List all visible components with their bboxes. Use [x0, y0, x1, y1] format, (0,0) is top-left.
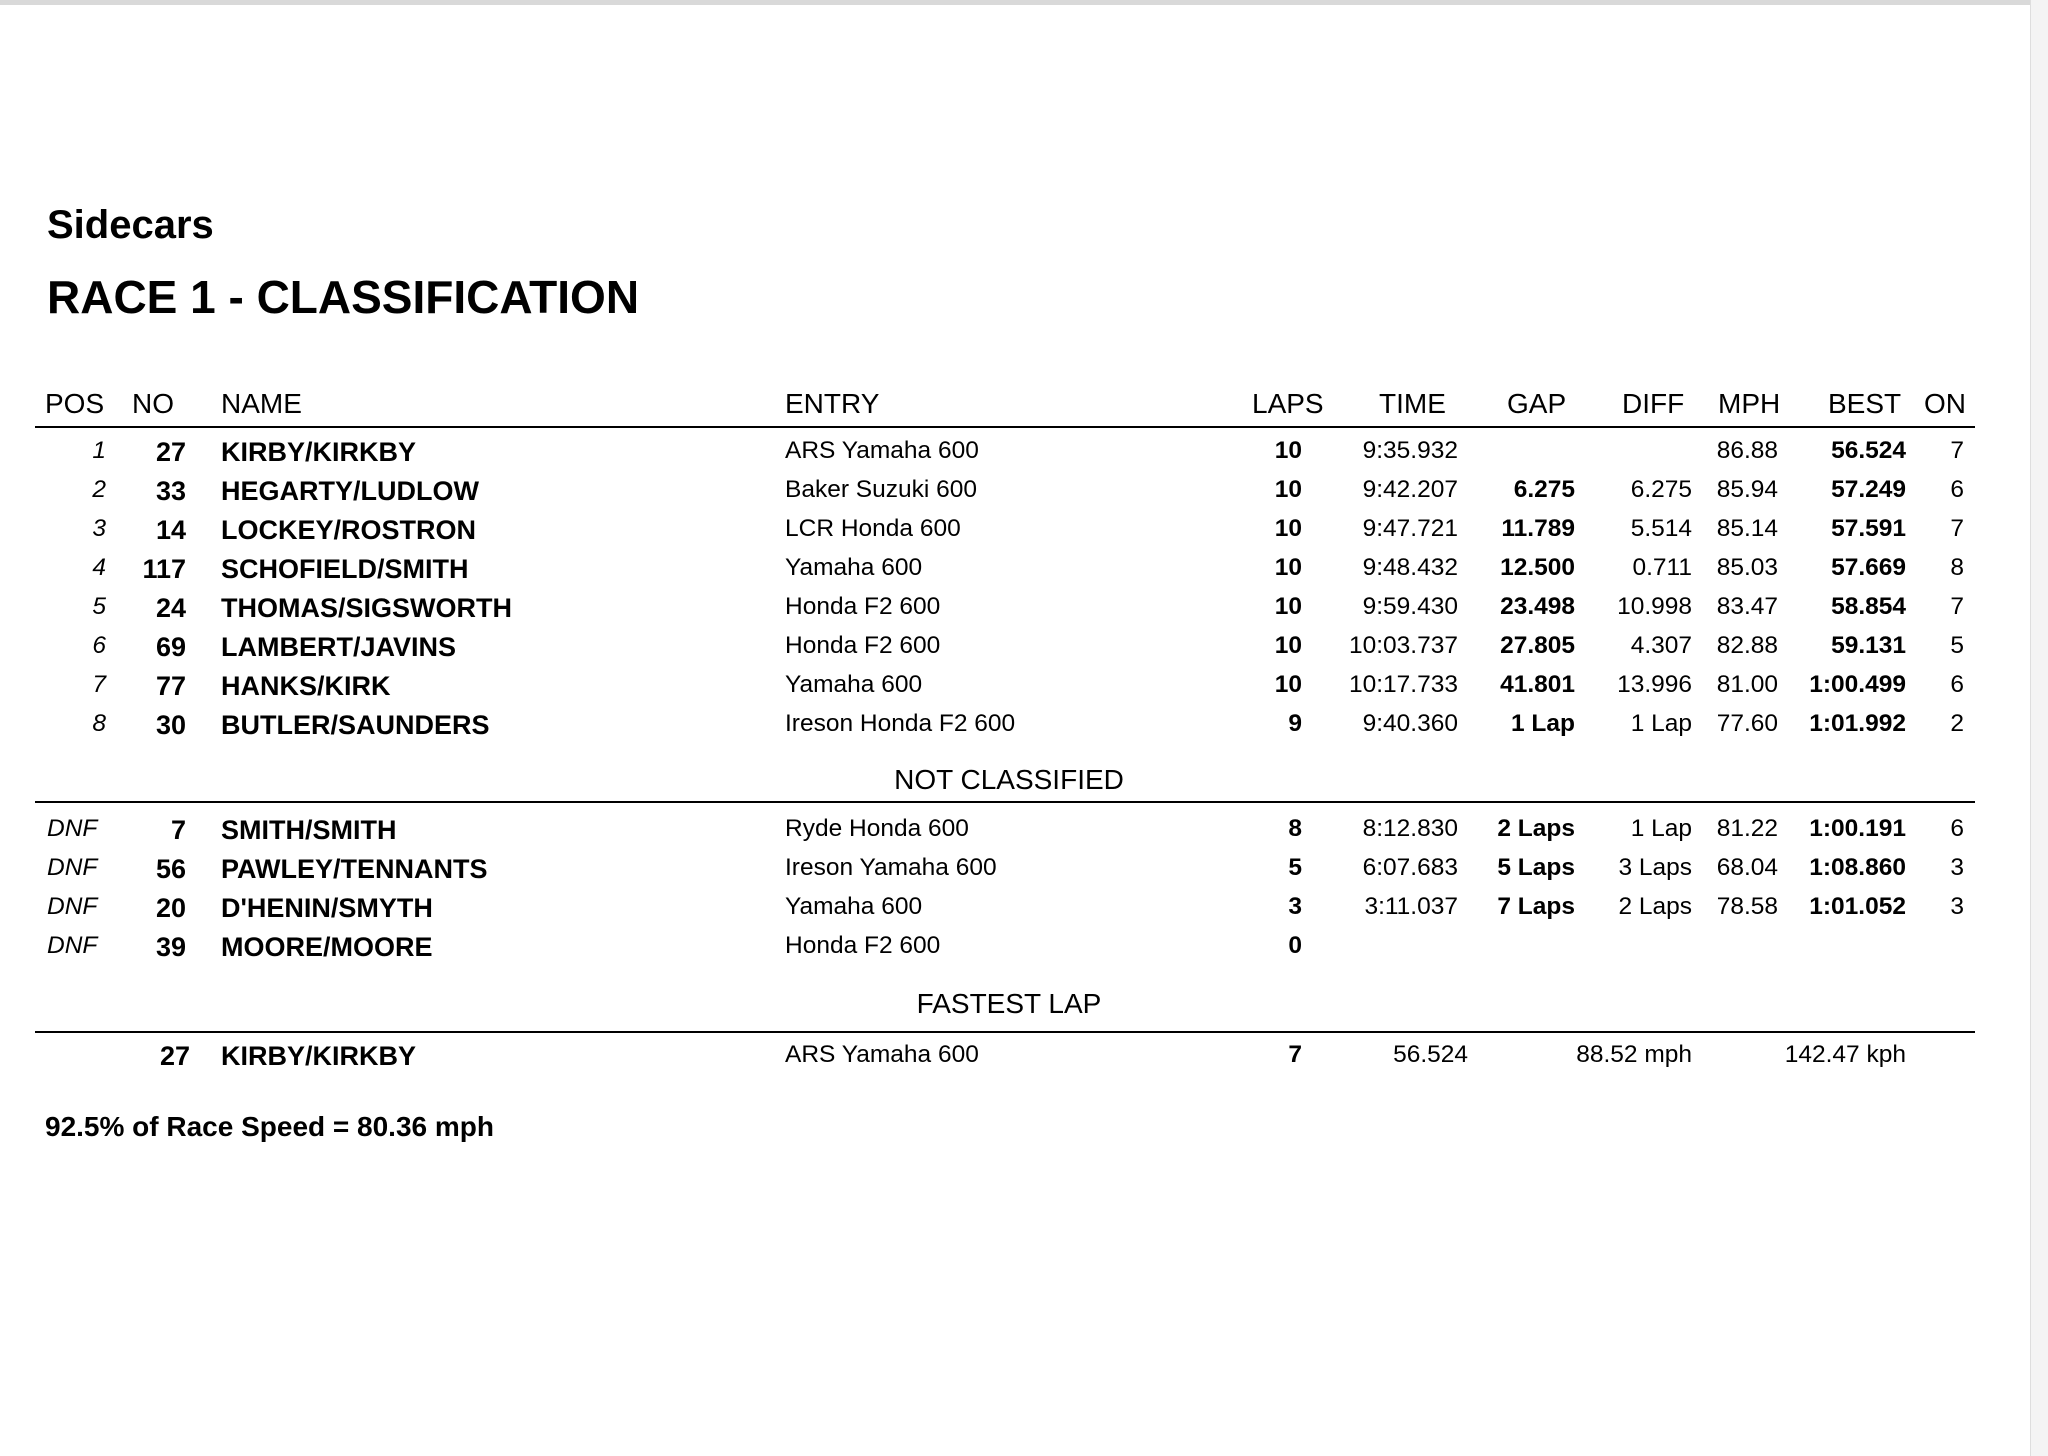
cell-entry: Yamaha 600 [785, 554, 923, 581]
cell-name: KIRBY/KIRKBY [221, 437, 417, 467]
cell-laps: 5 [1288, 854, 1302, 881]
cell-laps: 3 [1288, 893, 1302, 920]
cell-time: 9:42.207 [1362, 476, 1458, 503]
cell-on: 6 [1950, 815, 1964, 842]
cell-best: 1:00.191 [1809, 815, 1906, 842]
cell-no: 7 [170, 815, 186, 845]
cell-gap: 1 Lap [1511, 710, 1575, 737]
cell-entry: Ryde Honda 600 [785, 815, 969, 842]
not-classified-rule [35, 801, 1975, 803]
not-classified-heading: NOT CLASSIFIED [894, 764, 1124, 795]
col-header-name: NAME [221, 388, 302, 419]
cell-on: 7 [1950, 515, 1964, 542]
cell-time: 9:59.430 [1362, 593, 1458, 620]
cell-pos: 3 [92, 515, 106, 542]
cell-no: 27 [155, 437, 186, 467]
cell-mph: 83.47 [1716, 593, 1778, 620]
fastest-lap-heading: FASTEST LAP [916, 988, 1102, 1019]
col-header-diff: DIFF [1622, 388, 1685, 419]
race-speed-footnote: 92.5% of Race Speed = 80.36 mph [45, 1111, 494, 1142]
col-header-mph: MPH [1718, 388, 1781, 419]
cell-entry: Yamaha 600 [785, 671, 923, 698]
cell-laps: 10 [1274, 671, 1302, 698]
cell-entry: Ireson Honda F2 600 [785, 710, 1016, 737]
fastest-lap-lap: 7 [1288, 1041, 1302, 1068]
cell-diff: 13.996 [1617, 671, 1692, 698]
cell-pos: 2 [92, 476, 106, 503]
cell-mph: 78.58 [1716, 893, 1778, 920]
cell-on: 7 [1950, 437, 1964, 464]
cell-gap: 7 Laps [1497, 893, 1575, 920]
cell-gap: 23.498 [1500, 593, 1575, 620]
cell-diff: 10.998 [1617, 593, 1692, 620]
cell-mph: 85.14 [1716, 515, 1778, 542]
cell-name: BUTLER/SAUNDERS [221, 710, 490, 740]
col-header-best: BEST [1828, 388, 1902, 419]
cell-diff: 0.711 [1632, 554, 1692, 581]
cell-entry: Honda F2 600 [785, 632, 941, 659]
cell-laps: 10 [1274, 632, 1302, 659]
fastest-lap-time: 56.524 [1393, 1041, 1468, 1068]
cell-time: 9:48.432 [1362, 554, 1458, 581]
cell-on: 6 [1950, 476, 1964, 503]
cell-time: 10:03.737 [1349, 632, 1458, 659]
col-header-no: NO [132, 388, 174, 419]
cell-best: 57.669 [1831, 554, 1906, 581]
cell-entry: Ireson Yamaha 600 [785, 854, 997, 881]
cell-laps: 8 [1288, 815, 1302, 842]
fastest-lap-kph: 142.47 kph [1784, 1041, 1906, 1068]
cell-on: 3 [1950, 854, 1964, 881]
cell-best: 56.524 [1831, 437, 1906, 464]
cell-time: 8:12.830 [1362, 815, 1458, 842]
cell-no: 77 [155, 671, 186, 701]
cell-best: 57.249 [1831, 476, 1906, 503]
col-header-entry: ENTRY [785, 388, 880, 419]
cell-gap: 5 Laps [1497, 854, 1575, 881]
cell-entry: Honda F2 600 [785, 932, 941, 959]
cell-gap: 27.805 [1500, 632, 1575, 659]
col-header-pos: POS [45, 388, 105, 419]
cell-pos: 4 [92, 554, 106, 581]
cell-entry: Honda F2 600 [785, 593, 941, 620]
cell-diff: 4.307 [1630, 632, 1692, 659]
cell-name: D'HENIN/SMYTH [221, 893, 433, 923]
cell-entry: LCR Honda 600 [785, 515, 961, 542]
cell-diff: 6.275 [1630, 476, 1692, 503]
fastest-lap-rule [35, 1031, 1975, 1033]
cell-gap: 2 Laps [1497, 815, 1575, 842]
cell-diff: 1 Lap [1630, 815, 1692, 842]
cell-best: 1:01.992 [1809, 710, 1906, 737]
cell-on: 7 [1950, 593, 1964, 620]
cell-no: 14 [155, 515, 186, 545]
col-header-time: TIME [1379, 388, 1446, 419]
page-right-edge [2030, 0, 2048, 1456]
cell-name: THOMAS/SIGSWORTH [221, 593, 512, 623]
fastest-lap-no: 27 [159, 1041, 190, 1071]
cell-on: 6 [1950, 671, 1964, 698]
cell-on: 5 [1950, 632, 1964, 659]
cell-mph: 85.94 [1716, 476, 1778, 503]
cell-pos: 8 [92, 710, 106, 737]
cell-best: 1:00.499 [1809, 671, 1906, 698]
cell-time: 3:11.037 [1364, 893, 1458, 920]
cell-best: 58.854 [1831, 593, 1906, 620]
col-header-gap: GAP [1507, 388, 1567, 419]
cell-best: 1:01.052 [1809, 893, 1906, 920]
cell-mph: 68.04 [1716, 854, 1778, 881]
cell-entry: Yamaha 600 [785, 893, 923, 920]
col-header-on: ON [1924, 388, 1966, 419]
cell-no: 117 [142, 554, 186, 584]
page-title: RACE 1 - CLASSIFICATION [47, 271, 640, 323]
cell-entry: ARS Yamaha 600 [785, 437, 979, 464]
cell-laps: 0 [1288, 932, 1302, 959]
cell-on: 2 [1950, 710, 1964, 737]
cell-time: 10:17.733 [1349, 671, 1458, 698]
cell-on: 3 [1950, 893, 1964, 920]
class-subtitle: Sidecars [47, 203, 214, 247]
cell-name: SCHOFIELD/SMITH [221, 554, 469, 584]
fastest-lap-entry: ARS Yamaha 600 [785, 1041, 979, 1068]
cell-diff: 5.514 [1630, 515, 1692, 542]
cell-laps: 10 [1274, 437, 1302, 464]
cell-pos: 1 [92, 437, 106, 464]
cell-pos: DNF [47, 815, 98, 842]
cell-time: 9:40.360 [1362, 710, 1458, 737]
cell-no: 69 [155, 632, 186, 662]
cell-laps: 10 [1274, 515, 1302, 542]
cell-pos: DNF [47, 854, 98, 881]
cell-pos: 5 [92, 593, 106, 620]
header-rule [35, 426, 1975, 428]
cell-name: LOCKEY/ROSTRON [221, 515, 477, 545]
cell-name: SMITH/SMITH [221, 815, 397, 845]
cell-laps: 9 [1288, 710, 1302, 737]
cell-diff: 1 Lap [1630, 710, 1692, 737]
cell-time: 9:35.932 [1362, 437, 1458, 464]
cell-on: 8 [1950, 554, 1964, 581]
cell-pos: 6 [92, 632, 106, 659]
cell-laps: 10 [1274, 476, 1302, 503]
cell-diff: 3 Laps [1618, 854, 1692, 881]
cell-name: PAWLEY/TENNANTS [221, 854, 488, 884]
col-header-laps: LAPS [1252, 388, 1324, 419]
cell-no: 20 [155, 893, 186, 923]
cell-name: MOORE/MOORE [221, 932, 433, 962]
cell-pos: 7 [92, 671, 106, 698]
cell-name: LAMBERT/JAVINS [221, 632, 457, 662]
cell-diff: 2 Laps [1618, 893, 1692, 920]
cell-name: HANKS/KIRK [221, 671, 391, 701]
cell-best: 59.131 [1831, 632, 1906, 659]
cell-mph: 82.88 [1716, 632, 1778, 659]
cell-best: 1:08.860 [1809, 854, 1906, 881]
cell-entry: Baker Suzuki 600 [785, 476, 978, 503]
cell-no: 24 [155, 593, 186, 623]
cell-pos: DNF [47, 893, 98, 920]
cell-name: HEGARTY/LUDLOW [221, 476, 479, 506]
cell-mph: 86.88 [1716, 437, 1778, 464]
cell-mph: 81.00 [1716, 671, 1778, 698]
cell-mph: 81.22 [1716, 815, 1778, 842]
cell-time: 9:47.721 [1362, 515, 1458, 542]
cell-gap: 11.789 [1501, 515, 1575, 542]
cell-laps: 10 [1274, 593, 1302, 620]
page-top-border [0, 0, 2048, 5]
cell-mph: 77.60 [1716, 710, 1778, 737]
cell-no: 30 [155, 710, 186, 740]
cell-no: 56 [155, 854, 186, 884]
cell-pos: DNF [47, 932, 98, 959]
cell-no: 39 [155, 932, 186, 962]
cell-gap: 6.275 [1513, 476, 1575, 503]
cell-gap: 12.500 [1500, 554, 1575, 581]
cell-mph: 85.03 [1716, 554, 1778, 581]
cell-gap: 41.801 [1500, 671, 1575, 698]
cell-no: 33 [155, 476, 186, 506]
cell-laps: 10 [1274, 554, 1302, 581]
cell-best: 57.591 [1831, 515, 1906, 542]
cell-time: 6:07.683 [1362, 854, 1458, 881]
fastest-lap-mph: 88.52 mph [1576, 1041, 1692, 1068]
fastest-lap-name: KIRBY/KIRKBY [221, 1041, 417, 1071]
